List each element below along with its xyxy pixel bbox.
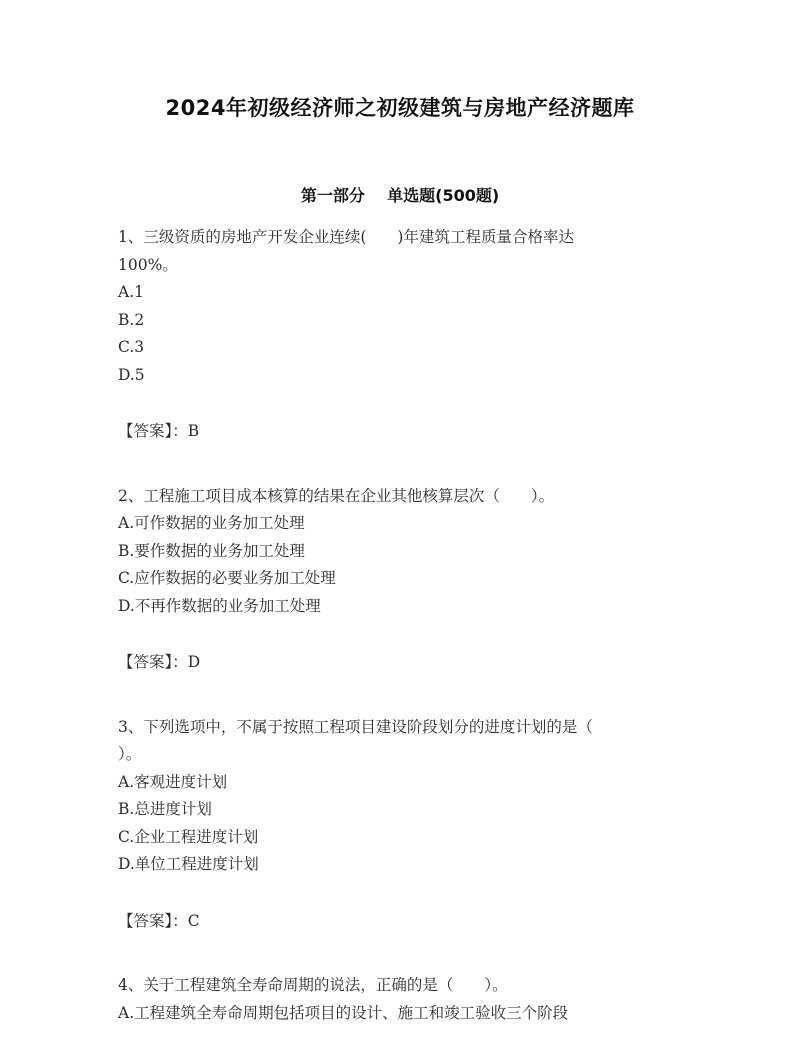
question-stem-continued: 100%。 xyxy=(118,255,178,274)
option-c: C.企业工程进度计划 xyxy=(118,827,259,846)
answer-line xyxy=(118,908,698,936)
answer-line xyxy=(118,649,698,677)
answer-value: D xyxy=(187,653,201,671)
question-4 xyxy=(118,972,698,1027)
answer-line xyxy=(118,418,698,446)
question-1 xyxy=(118,224,698,446)
question-list xyxy=(118,224,698,1064)
question-stem: 2、工程施工项目成本核算的结果在企业其他核算层次（ ）。 xyxy=(118,486,555,505)
option-d: D.5 xyxy=(118,365,145,384)
option-c: C.3 xyxy=(118,338,145,356)
option-d: D.不再作数据的业务加工处理 xyxy=(118,596,321,615)
question-stem: 4、关于工程建筑全寿命周期的说法，正确的是（ ）。 xyxy=(118,976,508,994)
question-3 xyxy=(118,714,698,936)
question-2 xyxy=(118,483,698,677)
option-b: B.要作数据的业务加工处理 xyxy=(118,541,305,560)
question-stem: 3、下列选项中，不属于按照工程项目建设阶段划分的进度计划的是（ xyxy=(118,717,593,736)
section-title: 第一部分 单选题(500题) xyxy=(300,186,500,205)
question-stem: 1、三级资质的房地产开发企业连续( )年建筑工程质量合格率达 xyxy=(118,228,574,246)
question-stem-continued: ）。 xyxy=(118,745,142,763)
document-title: 2024年初级经济师之初级建筑与房地产经济题库 xyxy=(165,96,635,120)
option-a: A.1 xyxy=(118,283,144,301)
answer-label: 【答案】： xyxy=(118,911,188,930)
answer-label: 【答案】： xyxy=(118,653,188,671)
answer-label: 【答案】： xyxy=(118,422,188,440)
option-a: A.工程建筑全寿命周期包括项目的设计、施工和竣工验收三个阶段 xyxy=(118,1003,569,1022)
option-c: C.应作数据的必要业务加工处理 xyxy=(118,569,336,587)
answer-value: B xyxy=(187,422,200,440)
option-a: A.客观进度计划 xyxy=(118,772,228,791)
option-d: D.单位工程进度计划 xyxy=(118,855,259,873)
option-b: B.2 xyxy=(118,310,145,329)
option-a: A.可作数据的业务加工处理 xyxy=(118,514,305,532)
answer-value: C xyxy=(187,911,200,930)
option-b: B.总进度计划 xyxy=(118,800,212,818)
